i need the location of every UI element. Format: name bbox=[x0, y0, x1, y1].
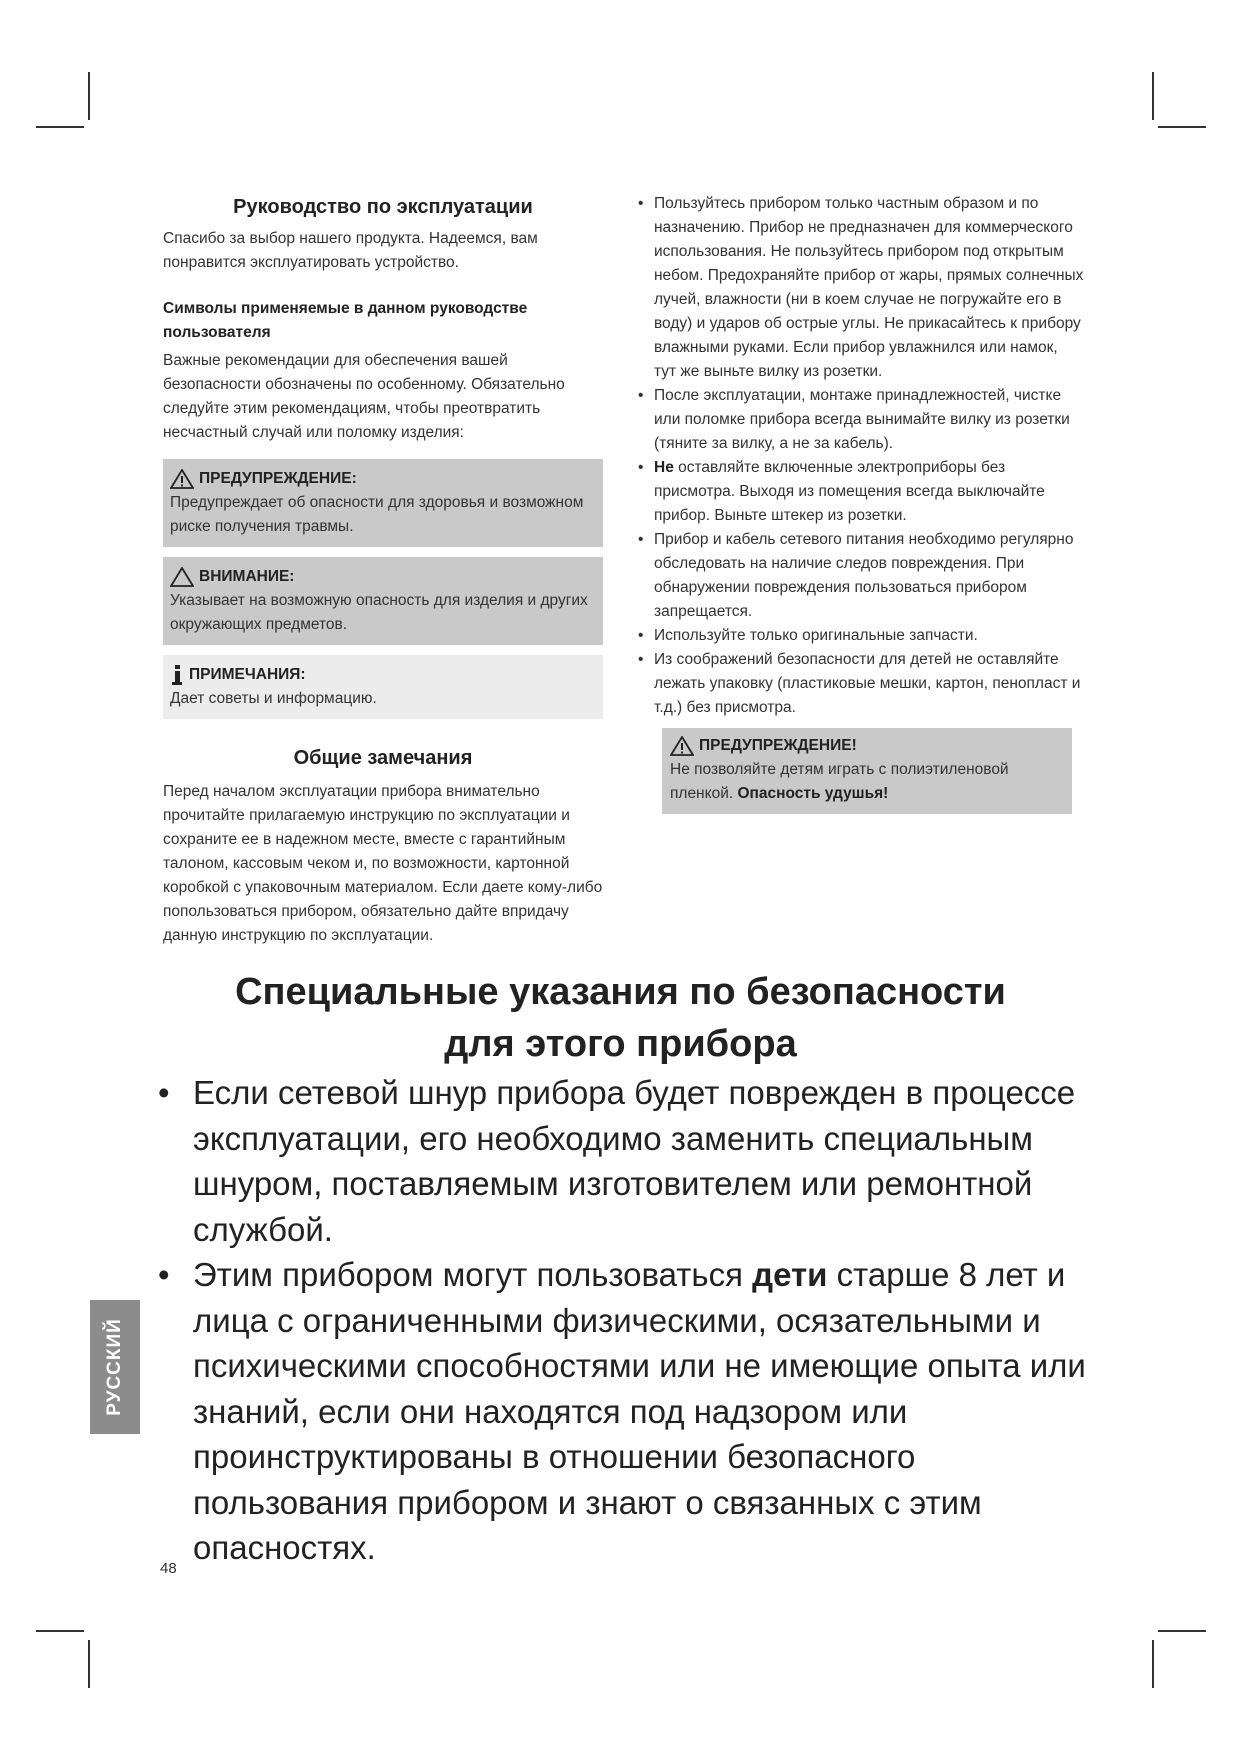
list-item: • Если сетевой шнур прибора будет поврежден в процессе эксплуатации, его необходимо заменить специальным шнуром, поставляемым изготовителем или ремонтной службой. bbox=[158, 1074, 1076, 1248]
safety-list bbox=[638, 192, 1084, 720]
special-safety-list bbox=[158, 1070, 1098, 1571]
children-warning-box bbox=[662, 728, 1072, 814]
symbols-heading: Символы применяемые в данном руководстве пользователя bbox=[163, 300, 528, 341]
list-item: • Из соображений безопасности для детей не оставляйте лежать упаковку (пластиковые мешки, картон, пенопласт и т.д.) без присмотра. bbox=[638, 651, 1081, 716]
general-text: Перед началом эксплуатации прибора внимательно прочитайте прилагаемую инструкцию по эксплуатации и сохраните ее в надежном месте, вместе с гарантийным талоном, кассовым чеком и, по возможности, картонной коробкой с упаковочным материалом. Если даете кому-либо попользоваться прибором, обязательно дайте впридачу данную инструкцию по эксплуатации. bbox=[163, 783, 603, 944]
general-title: Общие замечания bbox=[293, 747, 473, 769]
list-item: • Этим прибором могут пользоваться дети старше 8 лет и лица с ограниченными физическими, осязательными и психическими способностями или не имеющие опыта или знаний, если они находятся под надзором или проинструктированы в отношении безопасного пользования прибором и знают о связанных с этим опасностях. bbox=[158, 1256, 1086, 1566]
notes-title: ПРИМЕЧАНИЯ: bbox=[189, 666, 306, 683]
warning-title: ПРЕДУПРЕЖДЕНИЕ: bbox=[199, 470, 357, 487]
info-icon bbox=[170, 665, 184, 685]
list-item: • Прибор и кабель сетевого питания необходимо регулярно обследовать на наличие следов повреждения. При обнаружении повреждения пользоваться прибором запрещается. bbox=[638, 531, 1074, 620]
crop-mark bbox=[1158, 1630, 1206, 1632]
special-safety-title: Специальные указания по безопасности для этого прибора bbox=[235, 971, 1006, 1065]
crop-mark bbox=[1152, 1640, 1154, 1688]
warning-triangle-icon bbox=[170, 469, 194, 489]
left-column bbox=[163, 192, 603, 948]
crop-mark bbox=[36, 126, 84, 128]
list-item: • После эксплуатации, монтаже принадлежностей, чистке или поломке прибора всегда вынимайте вилку из розетки (тяните за вилку, а не за кабель). bbox=[638, 387, 1070, 452]
right-column bbox=[638, 192, 1084, 814]
caution-triangle-icon bbox=[170, 567, 194, 587]
crop-mark bbox=[36, 1630, 84, 1632]
notes-text: Дает советы и информацию. bbox=[170, 690, 377, 707]
crop-mark bbox=[1152, 72, 1154, 120]
warning-text: Предупреждает об опасности для здоровья и возможном риске получения травмы. bbox=[170, 494, 584, 535]
children-warning-text: Не позволяйте детям играть с полиэтиленовой пленкой. Опасность удушья! bbox=[670, 761, 1009, 802]
notes-box bbox=[163, 655, 603, 719]
caution-text: Указывает на возможную опасность для изделия и других окружающих предметов. bbox=[170, 592, 588, 633]
crop-mark bbox=[88, 72, 90, 120]
children-warning-title: ПРЕДУПРЕЖДЕНИЕ! bbox=[699, 737, 857, 754]
crop-mark bbox=[1158, 126, 1206, 128]
symbols-text: Важные рекомендации для обеспечения вашей безопасности обозначены по особенному. Обязательно следуйте этим рекомендациям, чтобы преотвратить несчастный случай или поломку изделия: bbox=[163, 352, 565, 441]
warning-triangle-icon bbox=[670, 736, 694, 756]
page-number: 48 bbox=[160, 1560, 177, 1577]
list-item: • Используйте только оригинальные запчасти. bbox=[638, 627, 978, 644]
crop-mark bbox=[88, 1640, 90, 1688]
warning-box bbox=[163, 459, 603, 547]
language-tab: РУССКИЙ bbox=[90, 1300, 140, 1434]
list-item: • Не оставляйте включенные электроприборы без присмотра. Выходя из помещения всегда выключайте прибор. Выньте штекер из розетки. bbox=[638, 459, 1045, 524]
manual-title: Руководство по эксплуатации bbox=[233, 196, 533, 218]
caution-title: ВНИМАНИЕ: bbox=[199, 568, 295, 585]
intro-text: Спасибо за выбор нашего продукта. Надеемся, вам понравится эксплуатировать устройство. bbox=[163, 230, 538, 271]
caution-box bbox=[163, 557, 603, 645]
list-item: • Пользуйтесь прибором только частным образом и по назначению. Прибор не предназначен для коммерческого использования. Не пользуйтесь прибором под открытым небом. Предохраняйте прибор от жары, прямых солнечных лучей, влажности (ни в коем случае не погружайте его в воду) и ударов об острые углы. Не прикасайтесь к прибору влажными руками. Если прибор увлажнился или намок, тут же выньте вилку из розетки. bbox=[638, 195, 1084, 380]
